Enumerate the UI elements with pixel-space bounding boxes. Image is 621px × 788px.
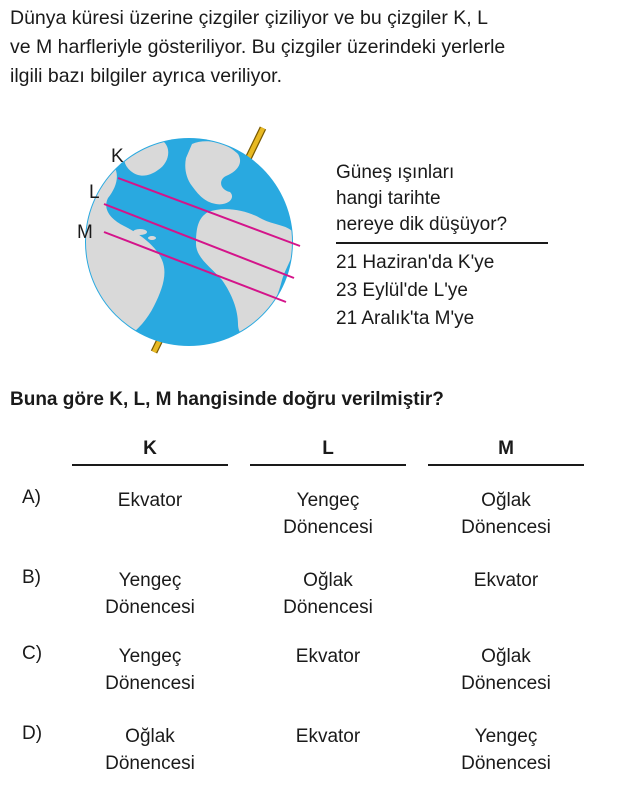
column-header-k: K (72, 438, 228, 466)
cell-line: Dönencesi (105, 673, 195, 694)
column-header-l: L (250, 438, 406, 466)
cell-line: Yengeç (296, 490, 360, 511)
label-m: M (77, 222, 93, 243)
cell-line: Oğlak (481, 646, 531, 667)
question-text: Buna göre K, L, M hangisinde doğru verilmiştir? (10, 389, 444, 410)
option-b-letter[interactable]: B) (22, 567, 41, 588)
option-b-k (72, 567, 228, 621)
cell-line: Dönencesi (461, 753, 551, 774)
cell-line: Ekvator (117, 490, 183, 511)
intro-paragraph (10, 4, 614, 91)
info-divider (336, 242, 548, 244)
option-b-m (428, 567, 584, 594)
cell-line: Oğlak (303, 570, 353, 591)
landmass (133, 229, 147, 235)
cell-line: Oğlak (481, 490, 531, 511)
info-answer: 21 Haziran'da K'ye (336, 252, 495, 273)
option-c-m (428, 643, 584, 697)
option-c-l (250, 643, 406, 670)
cell-line: Oğlak (125, 726, 175, 747)
info-box (336, 160, 548, 333)
cell-line: Yengeç (118, 570, 182, 591)
cell-line: Dönencesi (461, 673, 551, 694)
landmass (148, 236, 156, 240)
cell-line: Dönencesi (105, 753, 195, 774)
option-c-k (72, 643, 228, 697)
intro-line: ve M harfleriyle gösteriliyor. Bu çizgiler üzerindeki yerlerle (10, 36, 506, 58)
intro-line: ilgili bazı bilgiler ayrıca veriliyor. (10, 65, 283, 87)
cell-line: Dönencesi (105, 597, 195, 618)
cell-line: Ekvator (295, 646, 361, 667)
cell-line: Dönencesi (283, 517, 373, 538)
option-a-k (72, 487, 228, 514)
info-answers (336, 249, 548, 333)
info-answer: 21 Aralık'ta M'ye (336, 308, 475, 329)
info-question (336, 160, 548, 238)
cell-line: Ekvator (473, 570, 539, 591)
cell-line: Yengeç (474, 726, 538, 747)
cell-line: Dönencesi (461, 517, 551, 538)
cell-line: Yengeç (118, 646, 182, 667)
info-answer: 23 Eylül'de L'ye (336, 280, 468, 301)
info-question-line: Güneş ışınları (336, 162, 455, 183)
info-question-line: nereye dik düşüyor? (336, 214, 508, 235)
label-k: K (111, 146, 124, 167)
cell-line: Ekvator (295, 726, 361, 747)
option-a-m (428, 487, 584, 541)
option-d-l (250, 723, 406, 750)
intro-line: Dünya küresi üzerine çizgiler çiziliyor ve bu çizgiler K, L (10, 7, 488, 29)
info-question-line: hangi tarihte (336, 188, 441, 209)
option-d-k (72, 723, 228, 777)
label-l: L (89, 182, 100, 203)
option-d-letter[interactable]: D) (22, 723, 43, 744)
column-header-m: M (428, 438, 584, 466)
option-a-letter[interactable]: A) (22, 487, 41, 508)
globe-illustration (60, 120, 320, 360)
option-d-m (428, 723, 584, 777)
option-c-letter[interactable]: C) (22, 643, 43, 664)
option-b-l (250, 567, 406, 621)
option-a-l (250, 487, 406, 541)
cell-line: Dönencesi (283, 597, 373, 618)
